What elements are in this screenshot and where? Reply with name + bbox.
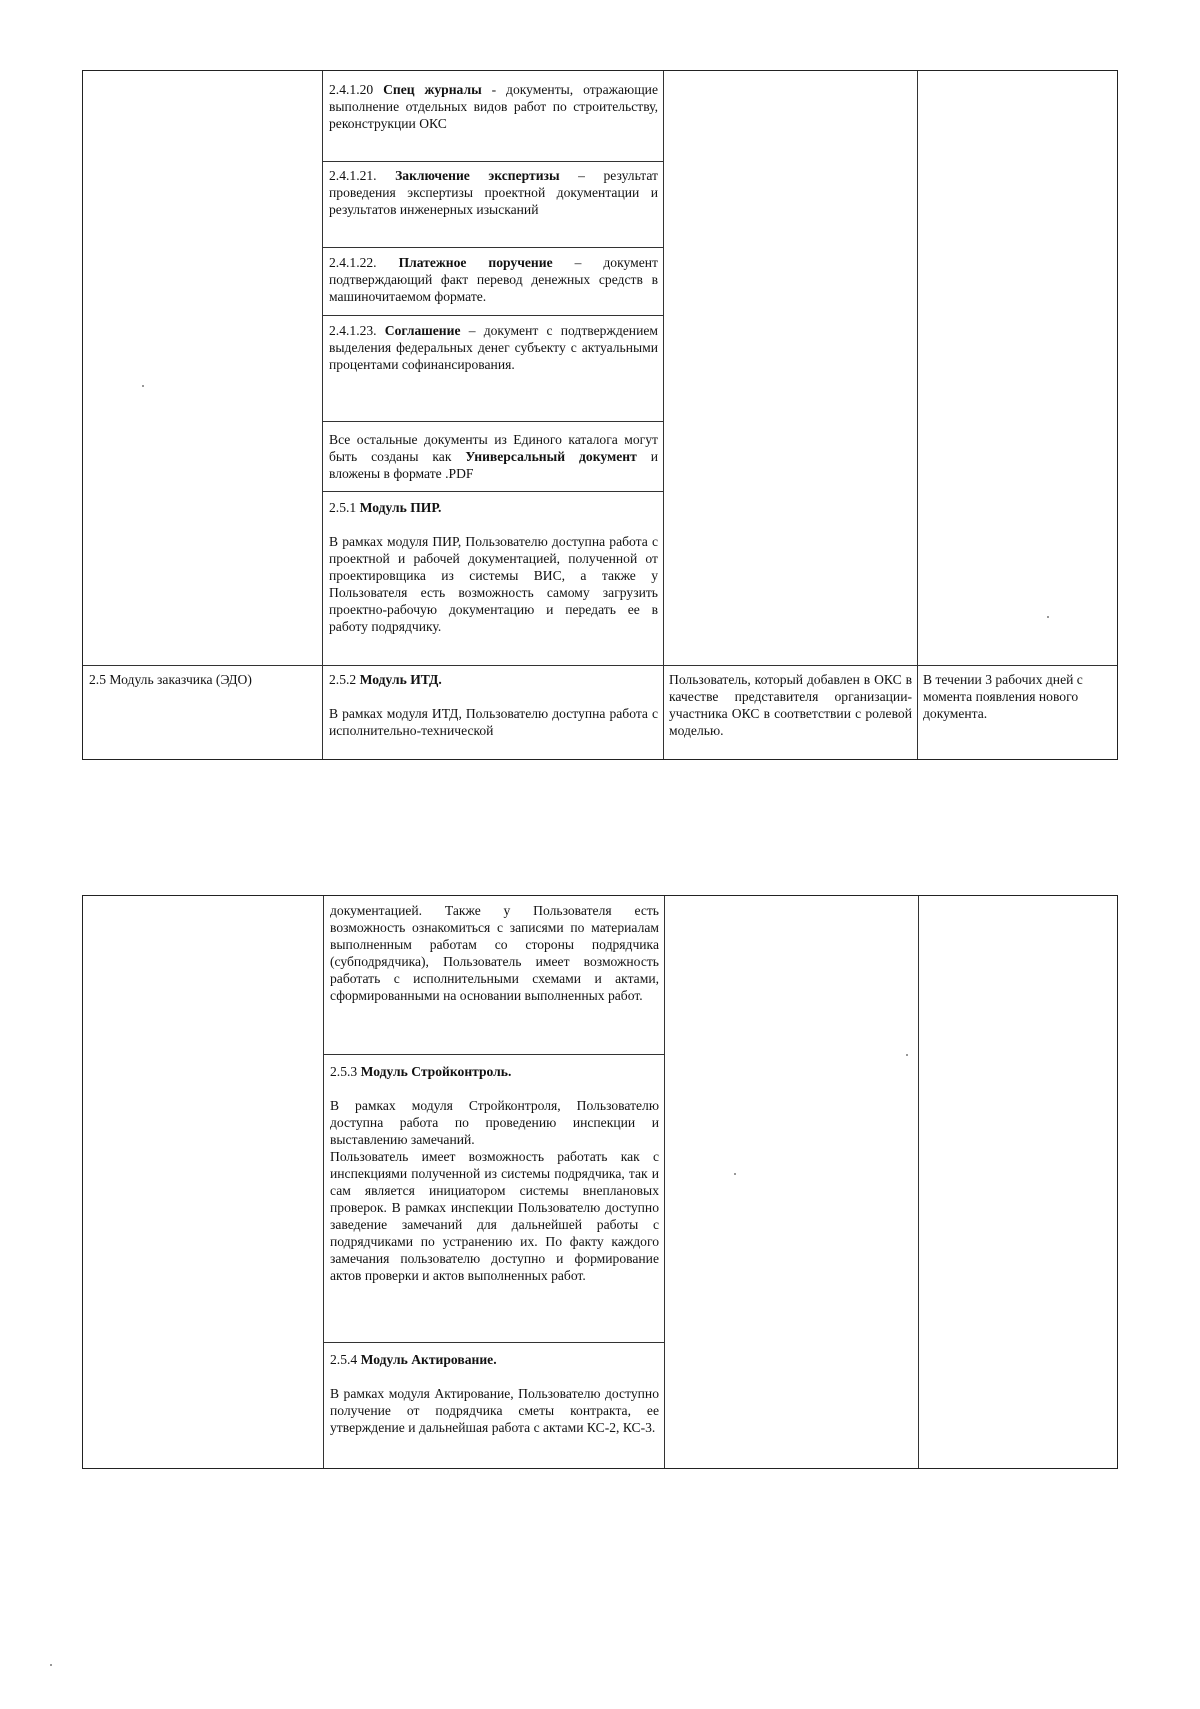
cell-term: В течении 3 рабочих дней с момента появления нового документа. — [923, 672, 1083, 721]
cell-user-description: Пользователь, который добавлен в ОКС в качестве представителя организации-участника ОКС в соответствии с ролевой моделью. — [669, 672, 912, 738]
cell-itd-continued: документацией. Также у Пользователя есть возможность ознакомиться с записями по материалам выполненным работам со стороны подрядчика (субподрядчика), Пользователь имеет возможность работать с исполнительными схемами и актами, сформированными на основании выполненных работ. — [330, 903, 659, 1003]
scan-speck — [734, 1173, 736, 1175]
scan-speck — [50, 1664, 52, 1666]
table-top — [82, 70, 1118, 760]
cell-2-4-1-23: 2.4.1.23. Соглашение – документ с подтверждением выделения федеральных денег субъекту с актуальными процентами софинансирования. — [329, 323, 658, 372]
scan-speck — [906, 1054, 908, 1056]
scan-speck — [1047, 616, 1049, 618]
cell-module-customer: 2.5 Модуль заказчика (ЭДО) — [89, 672, 252, 687]
cell-module-aktirovanie: 2.5.4 Модуль Актирование. В рамках модуля Актирование, Пользователю доступно получение от подрядчика сметы контракта, ее утверждение и дальнейшая работа с актами КС-2, КС-3. — [330, 1352, 659, 1435]
cell-2-4-1-21: 2.4.1.21. Заключение экспертизы – результат проведения экспертизы проектной документации и результатов инженерных изысканий — [329, 168, 658, 217]
cell-other-documents: Все остальные документы из Единого каталога могут быть созданы как Универсальный документ и вложены в формате .PDF — [329, 432, 658, 481]
table-bottom — [82, 895, 1118, 1469]
cell-2-4-1-20: 2.4.1.20 Спец журналы - документы, отражающие выполнение отдельных видов работ по строительству, реконструкции ОКС — [329, 82, 658, 131]
scan-speck — [142, 385, 144, 387]
cell-module-stroykontrol: 2.5.3 Модуль Стройконтроль. В рамках модуля Стройконтроля, Пользователю доступна работа по проведению инспекции и выставлению замечаний. Пользователь имеет возможность работать как с инспекциями полученной из системы подрядчика, так и сам является инициатором системы внеплановых проверок. В рамках инспекции Пользователю доступно заведение замечаний для дальнейшей работы с подрядчиками по устранению их. По факту каждого замечания пользователю доступно и формирование актов проверки и актов выполненных работ. — [330, 1064, 659, 1283]
cell-module-pir: 2.5.1 Модуль ПИР. В рамках модуля ПИР, Пользователю доступна работа с проектной и рабочей документацией, полученной от проектировщика из системы ВИС, а также у Пользователя есть возможность самому загрузить проектно-рабочую документацию и передать ее в работу подрядчику. — [329, 500, 658, 634]
cell-module-itd: 2.5.2 Модуль ИТД. В рамках модуля ИТД, Пользователю доступна работа с исполнительно-технической — [329, 672, 658, 738]
cell-2-4-1-22: 2.4.1.22. Платежное поручение – документ подтверждающий факт перевод денежных средств в машиночитаемом формате. — [329, 255, 658, 304]
